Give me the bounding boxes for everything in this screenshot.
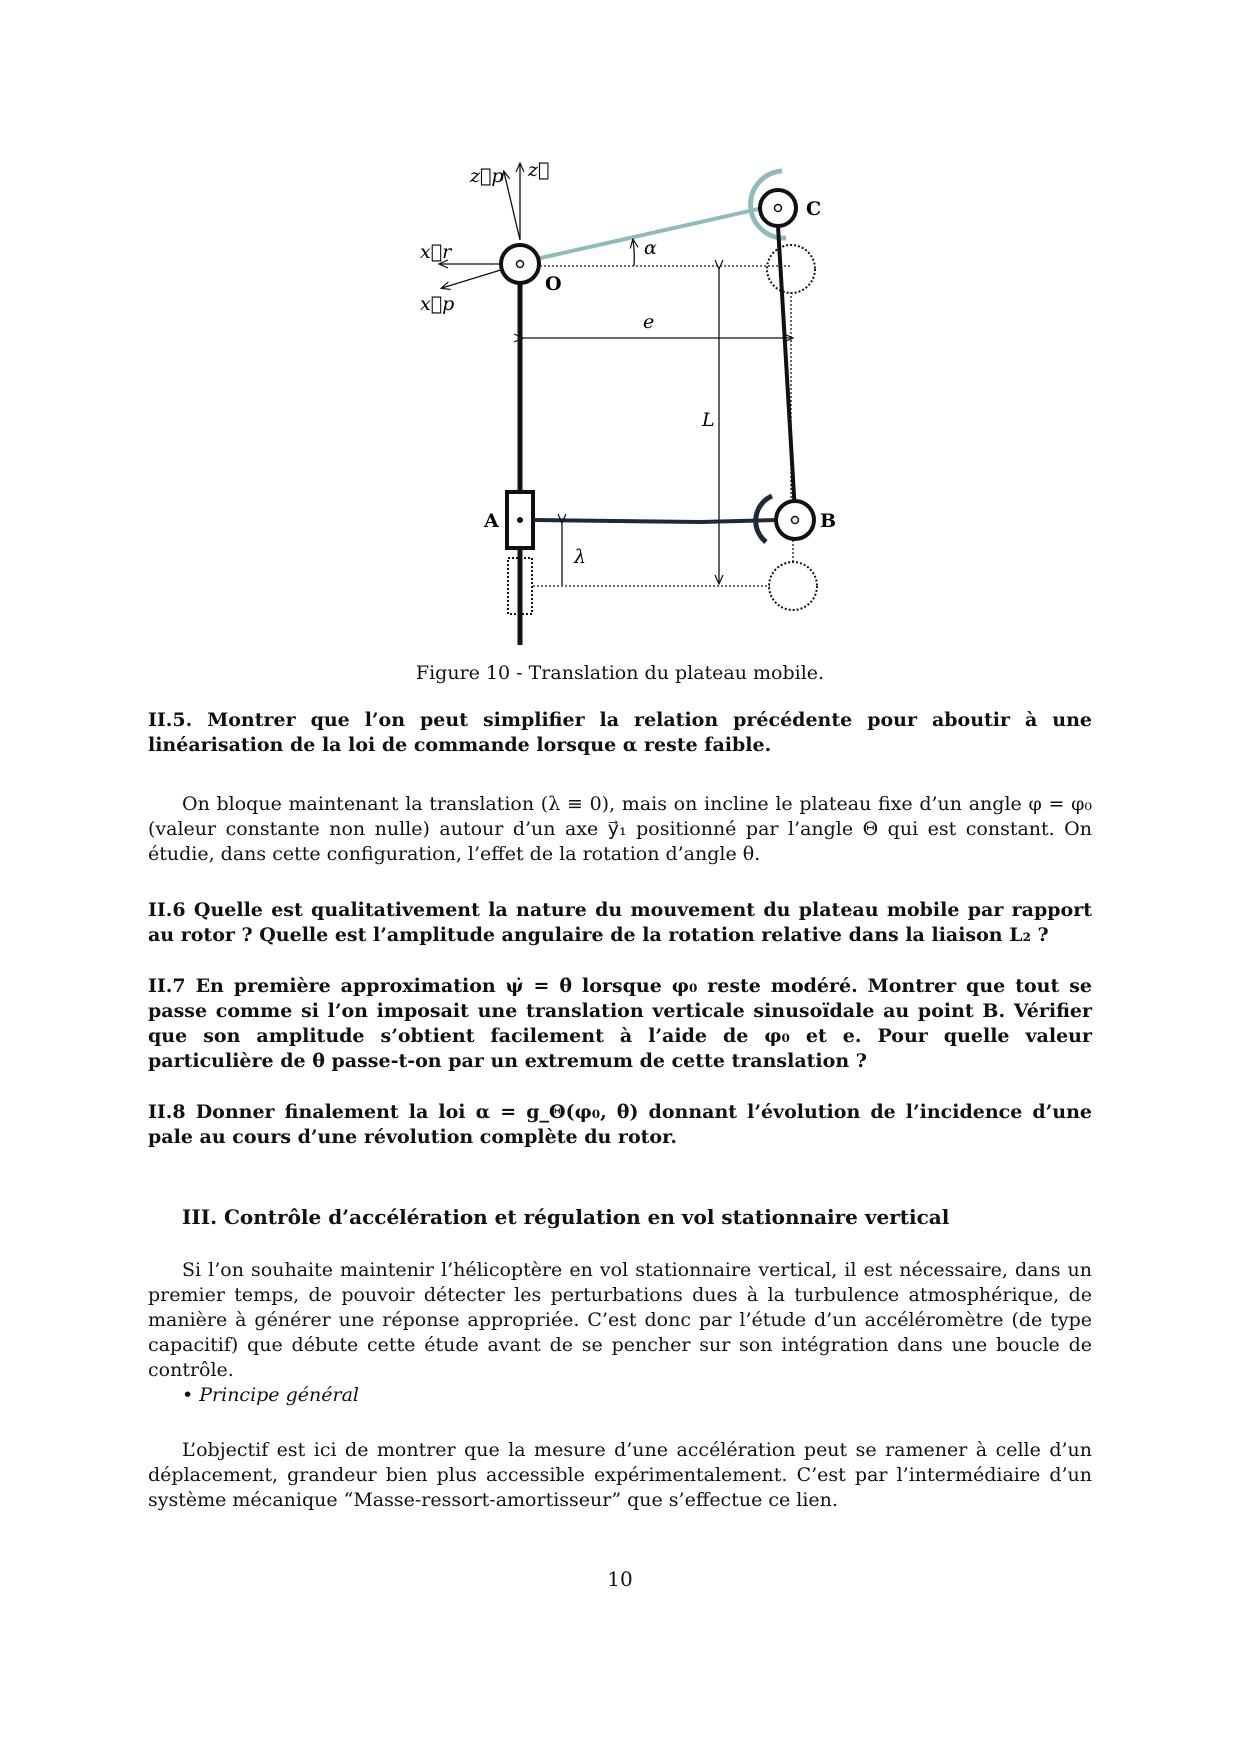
label-zp: z⃗p — [470, 165, 504, 187]
label-alpha: α — [644, 237, 657, 259]
mechanism-diagram — [0, 140, 1240, 660]
zp-vector — [504, 172, 520, 240]
pivot-o — [501, 245, 539, 283]
label-a: A — [484, 510, 499, 532]
figure-caption: Figure 10 - Translation du plateau mobile. — [415, 662, 825, 684]
label-o: O — [545, 273, 562, 295]
label-lambda: λ — [574, 546, 587, 568]
label-e: e — [643, 311, 655, 333]
question-ii8: II.8 Donner finalement la loi α = g_Θ(φ₀, θ) donnant l’évolution de l’incidence d’une pale au cours d’une révolution complète du rotor. — [148, 1101, 1092, 1148]
paragraph-3: L’objectif est ici de montrer que la mesure d’une accélération peut se ramener à celle d’un déplacement, grandeur bien plus accessible expérimentalement. C’est par l’intermédiaire d’un système mécanique “Masse-ressort-amortisseur” que s’effectue ce lien. — [148, 1439, 1092, 1511]
page-number: 10 — [607, 1567, 633, 1591]
label-xr: x⃗r — [420, 241, 452, 263]
arm-ab — [534, 520, 778, 522]
bullet-principe: • Principe général — [182, 1384, 359, 1406]
paragraph-2: Si l’on souhaite maintenir l’hélicoptère en vol stationnaire vertical, il est nécessaire, dans un premier temps, de pouvoir détecter les perturbations dues à la turbulence atmosphérique, de manière à générer une réponse appropriée. C’est donc par l’étude d’un accéléromètre (de type capacitif) que débute cette étude avant de se pencher sur son intégration dans une boucle de contrôle. — [148, 1259, 1092, 1381]
ghost-circle-c — [767, 245, 815, 293]
label-l: L — [702, 409, 715, 431]
slider-a-dot — [517, 517, 523, 523]
section-heading-iii: III. Contrôle d’accélération et régulation en vol stationnaire vertical — [182, 1205, 950, 1229]
pivot-c — [760, 190, 796, 226]
alpha-arc — [633, 240, 634, 266]
bullet-label: Principe général — [199, 1384, 359, 1406]
paragraph-1: On bloque maintenant la translation (λ ≡ 0), mais on incline le plateau fixe d’un angle φ = φ₀ (valeur constante non nulle) autour d’un axe y⃗₁ positionné par l’angle Θ qui est constant. On étudie, dans cette configuration, l’effet de la rotation d’angle θ. — [148, 793, 1092, 865]
label-c: C — [806, 198, 822, 220]
arm-cb — [778, 226, 795, 512]
label-xp: x⃗p — [420, 293, 455, 315]
question-ii7: II.7 En première approximation ψ̇ = θ̇ lorsque φ₀ reste modéré. Montrer que tout se passe comme si l’on imposait une translation verticale sinusoïdale au point B. Vérifier que son amplitude s’obtient facilement à l’aide de φ₀ et e. Pour quelle valeur particulière de θ passe-t-on par un extremum de cette translation ? — [148, 975, 1092, 1072]
figure-10 — [0, 140, 1240, 660]
question-ii6: II.6 Quelle est qualitativement la nature du mouvement du plateau mobile par rapport au rotor ? Quelle est l’amplitude angulaire de la rotation relative dans la liaison L₂ ? — [148, 899, 1092, 946]
label-b: B — [820, 510, 837, 532]
pivot-b — [776, 501, 814, 539]
label-z: z⃗ — [528, 159, 550, 181]
ghost-circle-b — [769, 562, 817, 610]
question-ii5: II.5. Montrer que l’on peut simplifier la relation précédente pour aboutir à une linéarisation de la loi de commande lorsque α reste faible. — [148, 709, 1092, 756]
